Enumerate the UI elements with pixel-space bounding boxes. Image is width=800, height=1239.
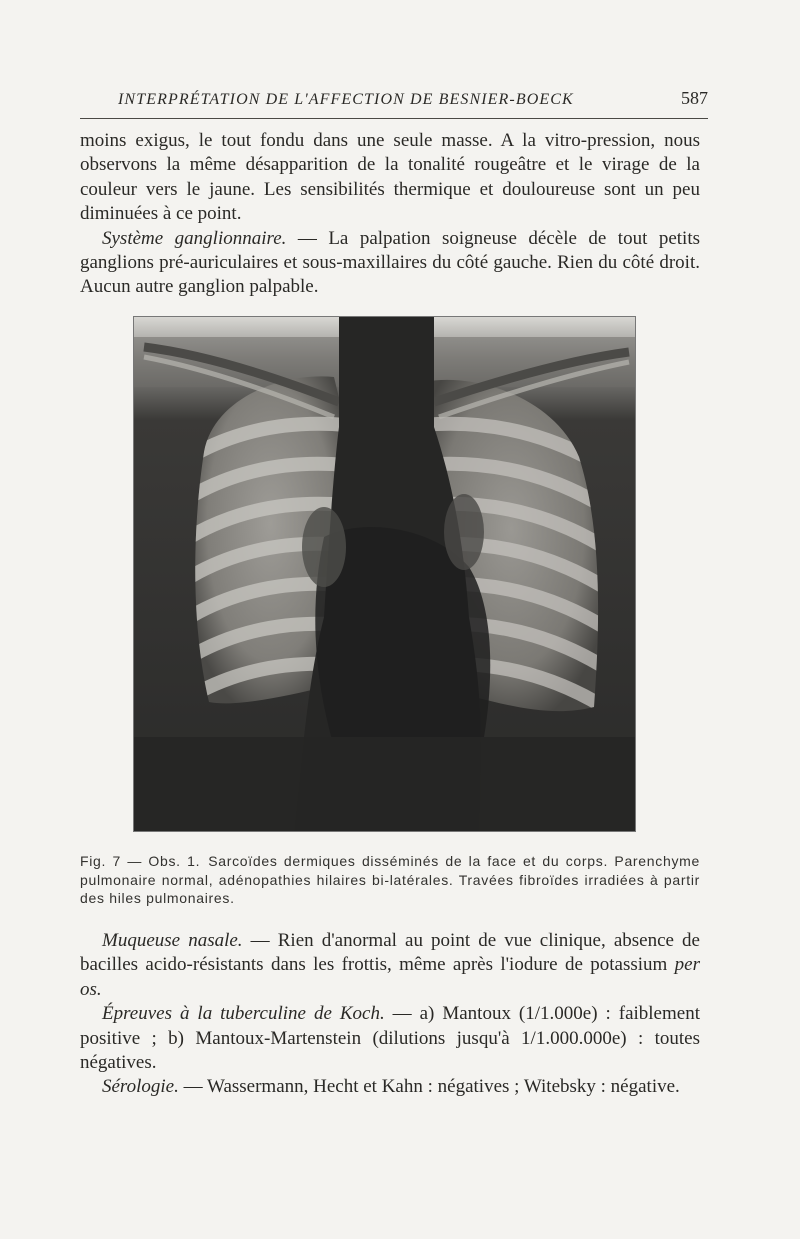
paragraph-serology [80, 1075, 700, 1099]
chest-xray-image [134, 317, 636, 832]
paragraph-nasal-mucosa [80, 929, 700, 1002]
header-rule [80, 118, 708, 119]
page-number: 587 [681, 88, 708, 108]
chest-xray-figure [133, 316, 636, 832]
paragraph-ganglionic-system [80, 227, 700, 300]
section-heading-ganglionic: Système ganglionnaire. [102, 227, 287, 249]
paragraph-serology-text: — Wassermann, Hecht et Kahn : négatives ; Witebsky : négative. [178, 1076, 680, 1098]
paragraph-nasal-italic: per os. [80, 954, 700, 1000]
paragraph-nasal-text: — Rien d'anormal au point de vue clinique, absence de bacilles acido-résistants dans les frottis, même après l'iodure de potassium [80, 930, 700, 976]
figure-caption-text: Sarcoïdes dermiques disséminés de la face et du corps. Parenchyme pulmonaire normal, adénopathies hilaires bi-latérales. Travées fibroïdes irradiées à partir des hiles pulmonaires. [80, 853, 700, 907]
body-text-bottom [80, 929, 700, 1100]
running-title: INTERPRÉTATION DE L'AFFECTION DE BESNIER-BOECK [118, 91, 574, 108]
figure-caption [80, 852, 700, 908]
figure-label: Fig. 7 — Obs. 1. [80, 853, 201, 869]
section-heading-nasal: Muqueuse nasale. [102, 930, 243, 951]
paragraph-tuberculin [80, 1002, 700, 1075]
section-heading-tuberculin: Épreuves à la tuberculine de Koch. [102, 1003, 385, 1025]
body-text-top [80, 129, 700, 300]
paragraph-skin-findings: moins exigus, le tout fondu dans une seule masse. A la vitro-pression, nous observons la même désapparition de la tonalité rougeâtre et le virage de la couleur vers le jaune. Les sensibilités thermique et douloureuse sont un peu diminuées à ce point. [80, 130, 700, 225]
paragraph-ganglionic-text: — La palpation soigneuse décèle de tout petits ganglions pré-auriculaires et sous-maxillaires du côté gauche. Rien du côté droit. Aucun autre ganglion palpable. [80, 227, 700, 298]
running-header [80, 88, 708, 116]
section-heading-serology: Sérologie. [102, 1076, 179, 1098]
paragraph-tuberculin-text: — a) Mantoux (1/1.000e) : faiblement positive ; b) Mantoux-Martenstein (dilutions jusqu'à 1/1.000.000e) : toutes négatives. [80, 1003, 700, 1074]
